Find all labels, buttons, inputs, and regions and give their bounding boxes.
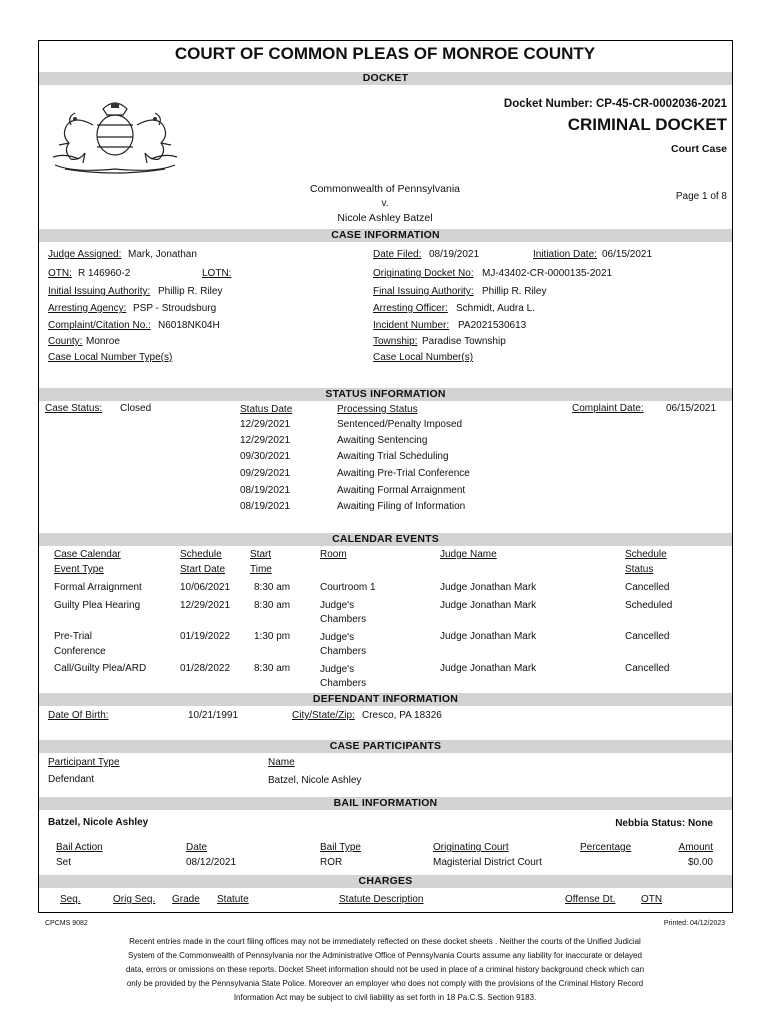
charge-grade-header: Grade bbox=[172, 894, 200, 905]
bail-date-header: Date bbox=[186, 842, 208, 853]
event-room: Chambers bbox=[320, 678, 367, 689]
event-room: Chambers bbox=[320, 614, 367, 625]
participant-name: Batzel, Nicole Ashley bbox=[268, 775, 362, 786]
incident-number-label: Incident Number: bbox=[373, 320, 450, 331]
event-status: Cancelled bbox=[625, 582, 670, 593]
event-type: Pre-Trial bbox=[54, 631, 92, 642]
complaint-citation-label: Complaint/Citation No.: bbox=[48, 320, 151, 331]
case-local-number-label: Case Local Number(s) bbox=[373, 352, 474, 363]
col-schedule-date: Schedule bbox=[180, 549, 222, 560]
caption-defendant: Nicole Ashley Batzel bbox=[337, 212, 433, 224]
event-room: Judge's bbox=[320, 632, 355, 643]
col-schedule-status: Status bbox=[625, 564, 654, 575]
event-judge: Judge Jonathan Mark bbox=[440, 582, 537, 593]
event-time: 8:30 am bbox=[254, 663, 291, 674]
event-status: Scheduled bbox=[625, 600, 673, 611]
col-start-time: Start bbox=[250, 549, 272, 560]
city-state-zip-label: City/State/Zip: bbox=[292, 710, 355, 721]
bail-type-header: Bail Type bbox=[320, 842, 361, 853]
charge-orig-seq-header: Orig Seq. bbox=[113, 894, 156, 905]
disclaimer-line: System of the Commonwealth of Pennsylvania nor the Administrative Office of Pennsylvania Courts assume any liability for inaccurate or delayed bbox=[128, 951, 642, 960]
charge-statute-header: Statute bbox=[217, 894, 249, 905]
disclaimer-line: Recent entries made in the court filing offices may not be immediately reflected on these docket sheets . Neither the courts of the Unified Judicial bbox=[129, 937, 641, 946]
participant-name-header: Name bbox=[268, 757, 295, 768]
county-value: Monroe bbox=[86, 336, 120, 347]
event-time: 1:30 pm bbox=[254, 631, 291, 642]
bail-information-header: BAIL INFORMATION bbox=[39, 797, 732, 810]
status-row-status: Awaiting Filing of Information bbox=[337, 501, 466, 512]
case-participants-header: CASE PARTICIPANTS bbox=[39, 740, 732, 753]
col-judge: Judge Name bbox=[440, 549, 497, 560]
event-room: Judge's bbox=[320, 664, 355, 675]
otn-value: R 146960-2 bbox=[78, 268, 131, 279]
date-filed-value: 08/19/2021 bbox=[429, 249, 480, 260]
event-date: 12/29/2021 bbox=[180, 600, 231, 611]
disclaimer-line: Information Act may be subject to civil liability as set forth in 18 Pa.C.S. Section 9183. bbox=[233, 993, 537, 1002]
status-information-header: STATUS INFORMATION bbox=[39, 388, 732, 401]
col-schedule-date: Start Date bbox=[180, 564, 226, 575]
status-row-date: 08/19/2021 bbox=[240, 485, 291, 496]
docket-type: CRIMINAL DOCKET bbox=[567, 115, 727, 134]
status-row-date: 12/29/2021 bbox=[240, 435, 291, 446]
lotn-label: LOTN: bbox=[202, 268, 232, 279]
caption-plaintiff: Commonwealth of Pennsylvania bbox=[310, 183, 460, 195]
case-status-label: Case Status: bbox=[45, 403, 103, 414]
event-judge: Judge Jonathan Mark bbox=[440, 600, 537, 611]
event-type: Call/Guilty Plea/ARD bbox=[54, 663, 147, 674]
originating-docket-label: Originating Docket No: bbox=[373, 268, 474, 279]
township-label: Township: bbox=[373, 336, 418, 347]
bail-date: 08/12/2021 bbox=[186, 857, 237, 868]
initial-authority-label: Initial Issuing Authority: bbox=[48, 286, 151, 297]
event-status: Cancelled bbox=[625, 663, 670, 674]
arresting-officer-value: Schmidt, Audra L. bbox=[456, 303, 535, 314]
event-room: Chambers bbox=[320, 646, 367, 657]
event-type: Guilty Plea Hearing bbox=[54, 600, 141, 611]
county-label: County: bbox=[48, 336, 83, 347]
bail-amount: $0.00 bbox=[687, 857, 713, 868]
nebbia-status: Nebbia Status: None bbox=[615, 818, 713, 829]
complaint-date-label: Complaint Date: bbox=[572, 403, 644, 414]
page-number: Page 1 of 8 bbox=[675, 191, 727, 202]
arresting-officer-label: Arresting Officer: bbox=[373, 303, 448, 314]
percentage-header: Percentage bbox=[580, 842, 632, 853]
col-schedule-status: Schedule bbox=[625, 549, 667, 560]
dob-value: 10/21/1991 bbox=[188, 710, 239, 721]
status-row-status: Sentenced/Penalty Imposed bbox=[337, 419, 463, 430]
court-case-label: Court Case bbox=[670, 143, 727, 155]
docket-number: Docket Number: CP-45-CR-0002036-2021 bbox=[503, 98, 727, 110]
event-date: 01/28/2022 bbox=[180, 663, 231, 674]
case-status-value: Closed bbox=[120, 403, 152, 414]
caption-versus: v. bbox=[381, 198, 389, 209]
arresting-agency-label: Arresting Agency: bbox=[48, 303, 127, 314]
complaint-citation-value: N6018NK04H bbox=[158, 320, 220, 331]
status-row-status: Awaiting Sentencing bbox=[337, 435, 428, 446]
bail-type: ROR bbox=[320, 857, 343, 868]
status-row-date: 08/19/2021 bbox=[240, 501, 291, 512]
participant-type: Defendant bbox=[48, 774, 95, 785]
defendant-information-header: DEFENDANT INFORMATION bbox=[39, 693, 732, 706]
disclaimer-line: only be provided by the Pennsylvania State Police. Moreover an employer who does not comply with the provisions of the Criminal History Record bbox=[126, 979, 644, 988]
disclaimer-line: data, errors or omissions on these reports. Docket Sheet information should not be used in place of a criminal history background check which can bbox=[125, 965, 645, 974]
col-room: Room bbox=[320, 549, 347, 560]
bail-action: Set bbox=[56, 857, 72, 868]
col-event-type: Event Type bbox=[54, 564, 104, 575]
initial-authority-value: Phillip R. Riley bbox=[158, 286, 223, 297]
event-date: 01/19/2022 bbox=[180, 631, 231, 642]
city-state-zip-value: Cresco, PA 18326 bbox=[362, 710, 442, 721]
originating-court-header: Originating Court bbox=[433, 842, 509, 853]
amount-header: Amount bbox=[678, 842, 713, 853]
event-room: Courtroom 1 bbox=[320, 582, 376, 593]
pennsylvania-seal-icon bbox=[45, 95, 185, 177]
township-value: Paradise Township bbox=[422, 336, 506, 347]
status-date-header: Status Date bbox=[240, 404, 293, 415]
participant-type-header: Participant Type bbox=[48, 757, 120, 768]
arresting-agency-value: PSP - Stroudsburg bbox=[133, 303, 217, 314]
form-id: CPCMS 9082 bbox=[45, 920, 88, 927]
complaint-date-value: 06/15/2021 bbox=[666, 403, 717, 414]
status-row-date: 09/30/2021 bbox=[240, 451, 291, 462]
event-status: Cancelled bbox=[625, 631, 670, 642]
charge-offense-date-header: Offense Dt. bbox=[565, 894, 616, 905]
col-start-time: Time bbox=[250, 564, 272, 575]
judge-value: Mark, Jonathan bbox=[128, 249, 197, 260]
judge-label: Judge Assigned: bbox=[48, 249, 122, 260]
event-date: 10/06/2021 bbox=[180, 582, 231, 593]
date-filed-label: Date Filed: bbox=[373, 249, 422, 260]
docket-bar: DOCKET bbox=[39, 72, 732, 85]
case-information-header: CASE INFORMATION bbox=[39, 229, 732, 242]
case-local-type-label: Case Local Number Type(s) bbox=[48, 352, 173, 363]
event-type: Formal Arraignment bbox=[54, 582, 142, 593]
court-title: COURT OF COMMON PLEAS OF MONROE COUNTY bbox=[174, 44, 596, 63]
event-time: 8:30 am bbox=[254, 582, 291, 593]
status-row-status: Awaiting Pre-Trial Conference bbox=[337, 468, 470, 479]
status-row-status: Awaiting Formal Arraignment bbox=[337, 485, 466, 496]
initiation-date-label: Initiation Date: bbox=[533, 249, 597, 260]
charge-description-header: Statute Description bbox=[339, 894, 424, 905]
event-room: Judge's bbox=[320, 600, 355, 611]
printed-date: Printed: 04/12/2023 bbox=[663, 920, 725, 927]
bail-action-header: Bail Action bbox=[56, 842, 103, 853]
charge-otn-header: OTN bbox=[641, 894, 663, 905]
charges-header: CHARGES bbox=[39, 875, 732, 888]
dob-label: Date Of Birth: bbox=[48, 710, 109, 721]
status-row-date: 09/29/2021 bbox=[240, 468, 291, 479]
otn-label: OTN: bbox=[48, 268, 72, 279]
charge-seq-header: Seq. bbox=[60, 894, 81, 905]
status-row-date: 12/29/2021 bbox=[240, 419, 291, 430]
event-type: Conference bbox=[54, 646, 106, 657]
event-time: 8:30 am bbox=[254, 600, 291, 611]
calendar-events-header: CALENDAR EVENTS bbox=[39, 533, 732, 546]
final-authority-value: Phillip R. Riley bbox=[482, 286, 547, 297]
initiation-date-value: 06/15/2021 bbox=[602, 249, 653, 260]
processing-status-header: Processing Status bbox=[337, 404, 418, 415]
bail-party-name: Batzel, Nicole Ashley bbox=[48, 817, 149, 828]
event-judge: Judge Jonathan Mark bbox=[440, 631, 537, 642]
originating-court: Magisterial District Court bbox=[433, 857, 542, 868]
status-row-status: Awaiting Trial Scheduling bbox=[337, 451, 449, 462]
final-authority-label: Final Issuing Authority: bbox=[373, 286, 474, 297]
event-judge: Judge Jonathan Mark bbox=[440, 663, 537, 674]
originating-docket-value: MJ-43402-CR-0000135-2021 bbox=[482, 268, 613, 279]
col-event-type: Case Calendar bbox=[54, 549, 121, 560]
incident-number-value: PA2021530613 bbox=[458, 320, 527, 331]
